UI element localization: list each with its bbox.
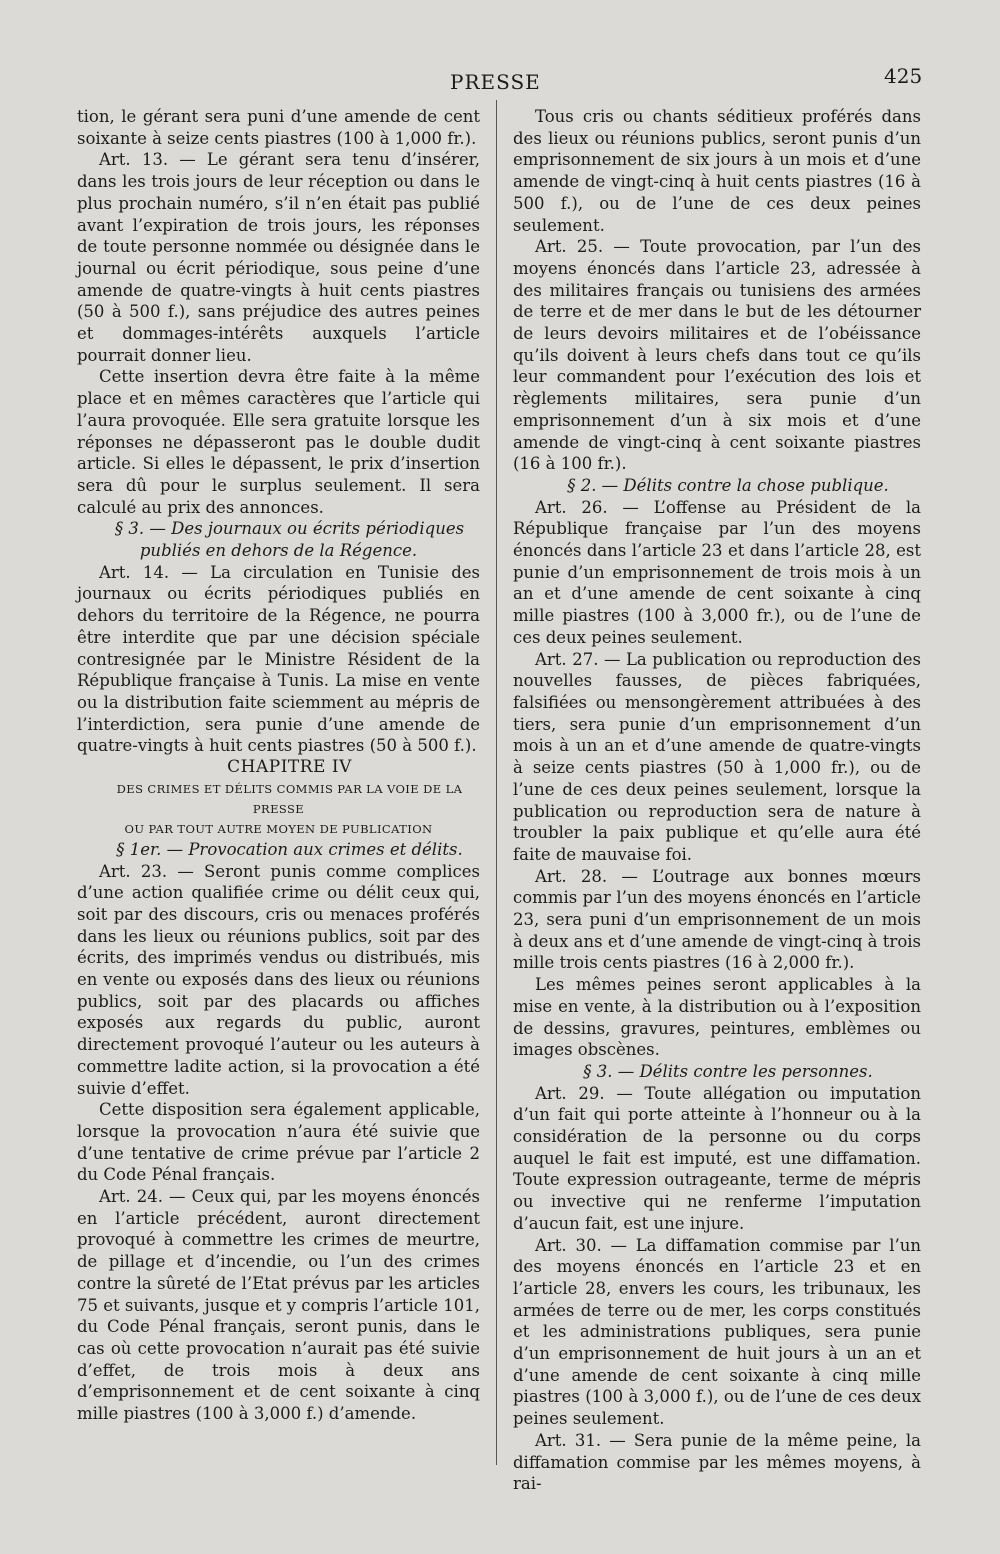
paragraph-art-28: Art. 28. — L’outrage aux bonnes mœurs commis par l’un des moyens énoncés en l’article 23, sera puni d’un emprisonnement de un mois à deux ans et d’une amende de vingt-cinq à trois mille trois cents piastres (16 à 2,000 fr.). [513, 866, 921, 973]
paragraph: Les mêmes peines seront applicables à la mise en vente, à la distribution ou à l’exposition de dessins, gravures, peintures, emblèmes ou images obscènes. [513, 975, 921, 1060]
paragraph-art-14: Art. 14. — La circulation en Tunisie des journaux ou écrits périodiques publiés en dehors du territoire de la Régence, ne pourra être interdite que par une décision spéciale contresignée par le Ministre Résident de la République française à Tunis. La mise en vente ou la distribution faite sciemment au mépris de l’interdiction, sera punie d’une amende de quatre-vingts à huit cents piastres (50 à 500 f.). [77, 562, 480, 756]
running-header [0, 64, 1000, 94]
chapter-subtitle-line-2: OU PAR TOUT AUTRE MOYEN DE PUBLICATION [124, 821, 433, 836]
section-heading: § 1er. — Provocation aux crimes et délits. [116, 839, 463, 859]
section-heading: § 3. — Délits contre les personnes. [583, 1061, 873, 1081]
paragraph-art-13: Art. 13. — Le gérant sera tenu d’insérer, dans les trois jours de leur réception ou dans le plus prochain numéro, s’il n’en était pas publié avant l’expiration de trois jours, les réponses de toute personne nommée ou désignée dans le journal ou écrit périodique, sous peine d’une amende de quatre-vingts à huit cents piastres (50 à 500 f.), sans préjudice des autres peines et dommages-intérêts auxquels l’article pourrait donner lieu. [77, 150, 480, 365]
paragraph-art-25: Art. 25. — Toute provocation, par l’un des moyens énoncés dans l’article 23, adressée à des militaires français ou tunisiens des armées de terre et de mer dans le but de les détourner de leurs devoirs militaires et de l’obéissance qu’ils doivent à leurs chefs dans tout ce qu’ils leur commandent pour l’exécution des lois et règlements militaires, sera punie d’un emprisonnement d’un à six mois et d’une amende de vingt-cinq à cent soixante piastres (16 à 100 fr.). [513, 237, 921, 474]
chapter-subtitle [77, 779, 480, 839]
page-number: 425 [884, 64, 923, 88]
paragraph-art-23: Art. 23. — Seront punis comme complices d’une action qualifiée crime ou délit ceux qui, soit par des discours, cris ou menaces proférés dans les lieux ou réunions publics, soit par des écrits, des imprimés vendus ou distribués, mis en vente ou exposés dans des lieux ou réunions publics, soit par des placards ou affiches exposés aux regards du public, auront directement provoqué l’auteur ou les auteurs à commettre ladite action, si la provocation a été suivie d’effet. [77, 861, 480, 1098]
paragraph-art-26: Art. 26. — L’offense au Président de la République française par l’un des moyens énoncés dans l’article 23 et dans l’article 28, est punie d’un emprisonnement de trois mois à un an et d’une amende de cent soixante à cinq mille piastres (100 à 3,000 fr.), ou de l’une de ces deux peines seulement. [513, 497, 921, 647]
column-divider [496, 100, 497, 1465]
paragraph: tion, le gérant sera puni d’une amende de cent soixante à seize cents piastres (100 à 1,000 fr.). [77, 107, 480, 148]
paragraph-art-30: Art. 30. — La diffamation commise par l’un des moyens énoncés en l’article 23 et en l’article 28, envers les cours, les tribunaux, les armées de terre ou de mer, les corps constitués et les administrations publiques, sera punie d’un emprisonnement de huit jours à un an et d’une amende de cent soixante à cinq mille piastres (100 à 3,000 f.), ou de l’une de ces deux peines seulement. [513, 1235, 921, 1429]
paragraph-art-29: Art. 29. — Toute allégation ou imputation d’un fait qui porte atteinte à l’honneur ou à la considération de la personne ou du corps auquel le fait est imputé, est une diffamation. Toute expression outrageante, terme de mépris ou invective qui ne renferme l’imputation d’aucun fait, est une injure. [513, 1083, 921, 1233]
running-title: PRESSE [450, 70, 541, 94]
chapter-title: CHAPITRE IV [227, 757, 352, 778]
paragraph: Tous cris ou chants séditieux proférés dans des lieux ou réunions publics, seront punis d’un emprisonnement de six jours à un mois et d’une amende de vingt-cinq à huit cents piastres (16 à 500 f.), ou de l’une de ces deux peines seulement. [513, 107, 921, 235]
paragraph: Cette disposition sera également applicable, lorsque la provocation n’aura été suivie que d’une tentative de crime prévue par l’article 2 du Code Pénal français. [77, 1100, 480, 1185]
chapter-subtitle-line-1: DES CRIMES ET DÉLITS COMMIS PAR LA VOIE DE LA PRESSE [116, 781, 463, 816]
paragraph: Cette insertion devra être faite à la même place et en mêmes caractères que l’article qui l’aura provoquée. Elle sera gratuite lorsque les réponses ne dépasseront pas le double dudit article. Si elles le dépassent, le prix d’insertion sera dû pour le surplus seulement. Il sera calculé au prix des annonces. [77, 367, 480, 517]
right-column [513, 106, 921, 1495]
section-heading: § 3. — Des journaux ou écrits périodiques publiés en dehors de la Régence. [114, 519, 465, 561]
left-column [77, 106, 480, 1425]
paragraph-art-27: Art. 27. — La publication ou reproduction des nouvelles fausses, de pièces fabriquées, falsifiées ou mensongèrement attribuées à des tiers, sera punie d’un emprisonnement d’un mois à un an et d’une amende de quatre-vingts à seize cents piastres (50 à 1,000 fr.), ou de l’une de ces deux peines seulement, lorsque la publication ou reproduction sera de nature à troubler la paix publique et qu’elle aura été faite de mauvaise foi. [513, 649, 921, 864]
paragraph-art-31: Art. 31. — Sera punie de la même peine, la diffamation commise par les mêmes moyens, à rai- [513, 1430, 921, 1494]
paragraph-art-24: Art. 24. — Ceux qui, par les moyens énoncés en l’article précédent, auront directement provoqué à commettre les crimes de meurtre, de pillage et d’incendie, ou l’un des crimes contre la sûreté de l’Etat prévus par les articles 75 et suivants, jusque et y compris l’article 101, du Code Pénal français, seront punis, dans le cas où cette provocation n’aurait pas été suivie d’effet, de trois mois à deux ans d’emprisonnement et de cent soixante à cinq mille piastres (100 à 3,000 f.) d’amende. [77, 1187, 480, 1424]
section-heading: § 2. — Délits contre la chose publique. [567, 475, 889, 495]
